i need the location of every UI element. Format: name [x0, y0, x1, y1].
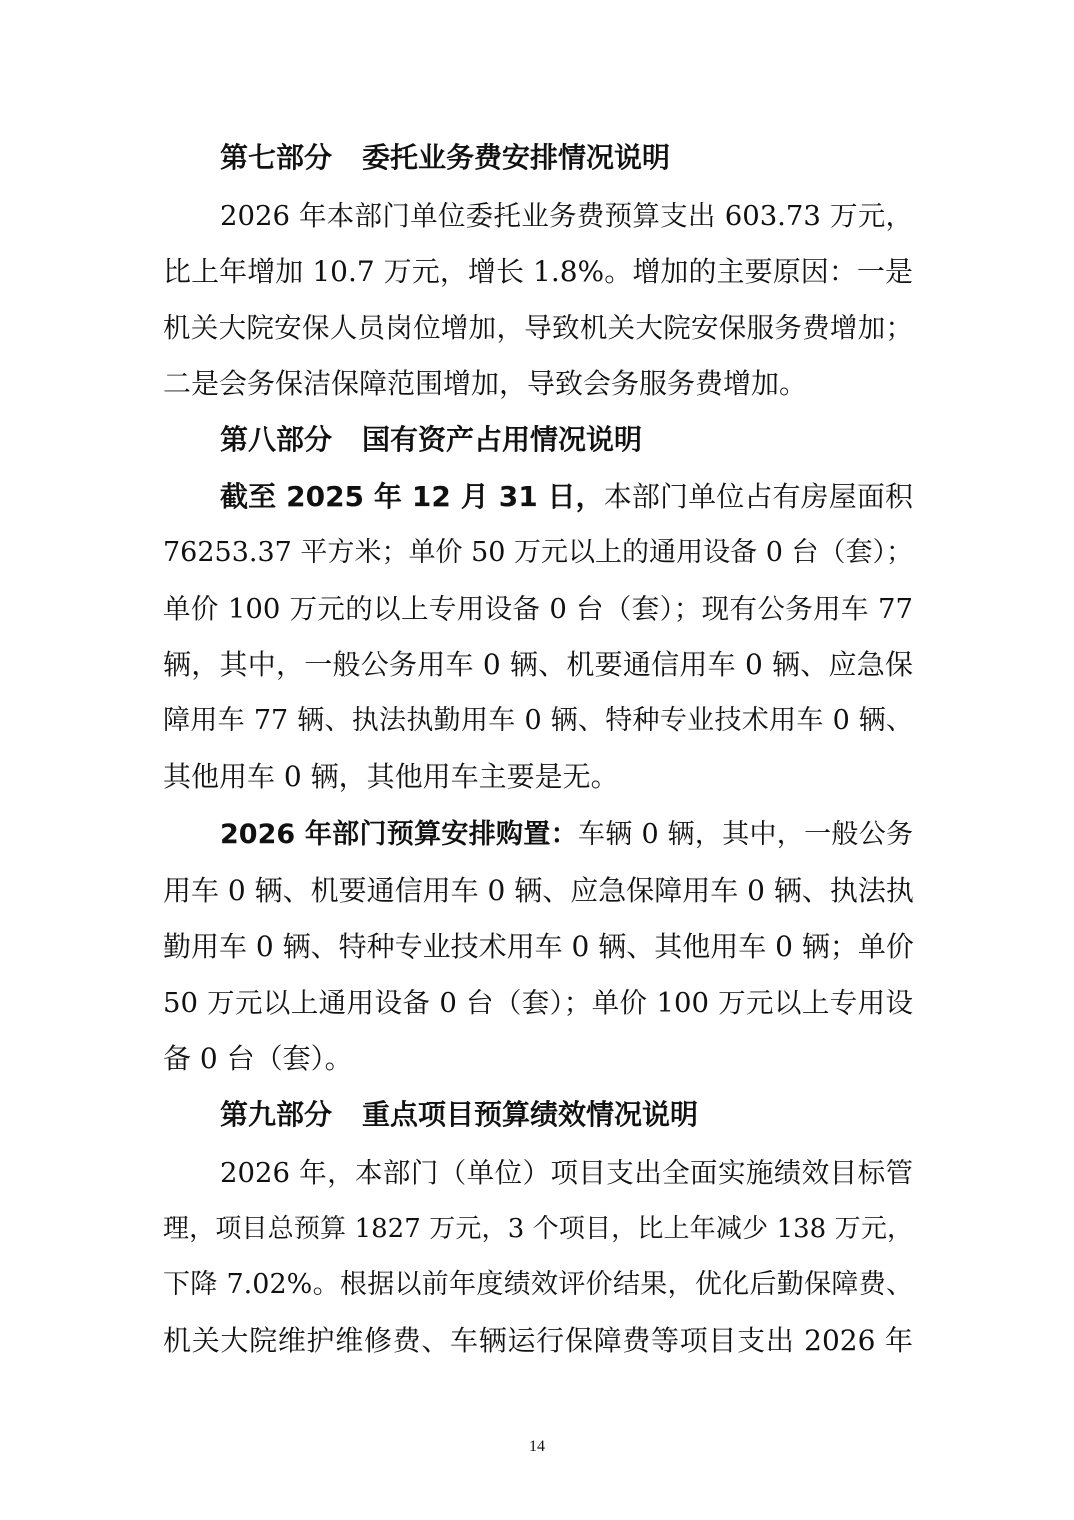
- paragraph-text: 本部门单位占有房屋面积: [603, 480, 913, 513]
- paragraph-line: 机关大院维护维修费、车辆运行保障费等项目支出 2026 年: [163, 1324, 913, 1357]
- paragraph-line: 用车 0 辆、机要通信用车 0 辆、应急保障用车 0 辆、执法执: [163, 874, 914, 907]
- paragraph-line: 2026 年，本部门（单位）项目支出全面实施绩效目标管: [220, 1157, 913, 1189]
- section-9-number: 第九部分: [220, 1098, 333, 1131]
- section-7-number: 第七部分: [220, 141, 333, 174]
- paragraph-line: 其他用车 0 辆，其他用车主要是无。: [163, 760, 619, 793]
- section-8-heading: [220, 420, 642, 460]
- paragraph-line: 单价 100 万元的以上专用设备 0 台（套）；现有公务用车 77: [163, 593, 913, 625]
- paragraph-line: [220, 815, 913, 855]
- paragraph-line: 勤用车 0 辆、特种专业技术用车 0 辆、其他用车 0 辆；单价: [163, 930, 914, 963]
- page-number: 14: [529, 1438, 545, 1455]
- paragraph-line: 机关大院安保人员岗位增加，导致机关大院安保服务费增加；: [163, 312, 913, 344]
- section-9-title: 重点项目预算绩效情况说明: [362, 1098, 699, 1131]
- assets-date-lead: 截至 2025 年 12 月 31 日，: [220, 480, 604, 513]
- section-9-heading: [220, 1095, 698, 1135]
- section-8-number: 第八部分: [220, 423, 333, 456]
- paragraph-line: 二是会务保洁保障范围增加，导致会务服务费增加。: [163, 367, 808, 400]
- paragraph-line: 下降 7.02%。根据以前年度绩效评价结果，优化后勤保障费、: [163, 1269, 913, 1300]
- section-7-title: 委托业务费安排情况说明: [362, 141, 671, 174]
- purchase-plan-lead: 2026 年部门预算安排购置：: [220, 819, 578, 850]
- paragraph-line: 50 万元以上通用设备 0 台（套）；单价 100 万元以上专用设: [163, 987, 913, 1019]
- paragraph-line: 备 0 台（套）。: [163, 1042, 353, 1075]
- paragraph-text: 车辆 0 辆，其中，一般公务: [577, 819, 914, 850]
- paragraph-line: 76253.37 平方米；单价 50 万元以上的通用设备 0 台（套）；: [163, 537, 913, 568]
- paragraph-line: 辆，其中，一般公务用车 0 辆、机要通信用车 0 辆、应急保: [163, 648, 913, 681]
- paragraph-line: 2026 年本部门单位委托业务费预算支出 603.73 万元，: [220, 200, 913, 232]
- paragraph-line: 比上年增加 10.7 万元，增长 1.8%。增加的主要原因：一是: [163, 255, 913, 288]
- section-8-title: 国有资产占用情况说明: [362, 423, 643, 456]
- paragraph-line: 障用车 77 辆、执法执勤用车 0 辆、特种专业技术用车 0 辆、: [163, 705, 913, 736]
- paragraph-line: [220, 477, 913, 517]
- paragraph-line: 理，项目总预算 1827 万元，3 个项目，比上年减少 138 万元，: [163, 1214, 913, 1244]
- section-7-heading: [220, 138, 670, 178]
